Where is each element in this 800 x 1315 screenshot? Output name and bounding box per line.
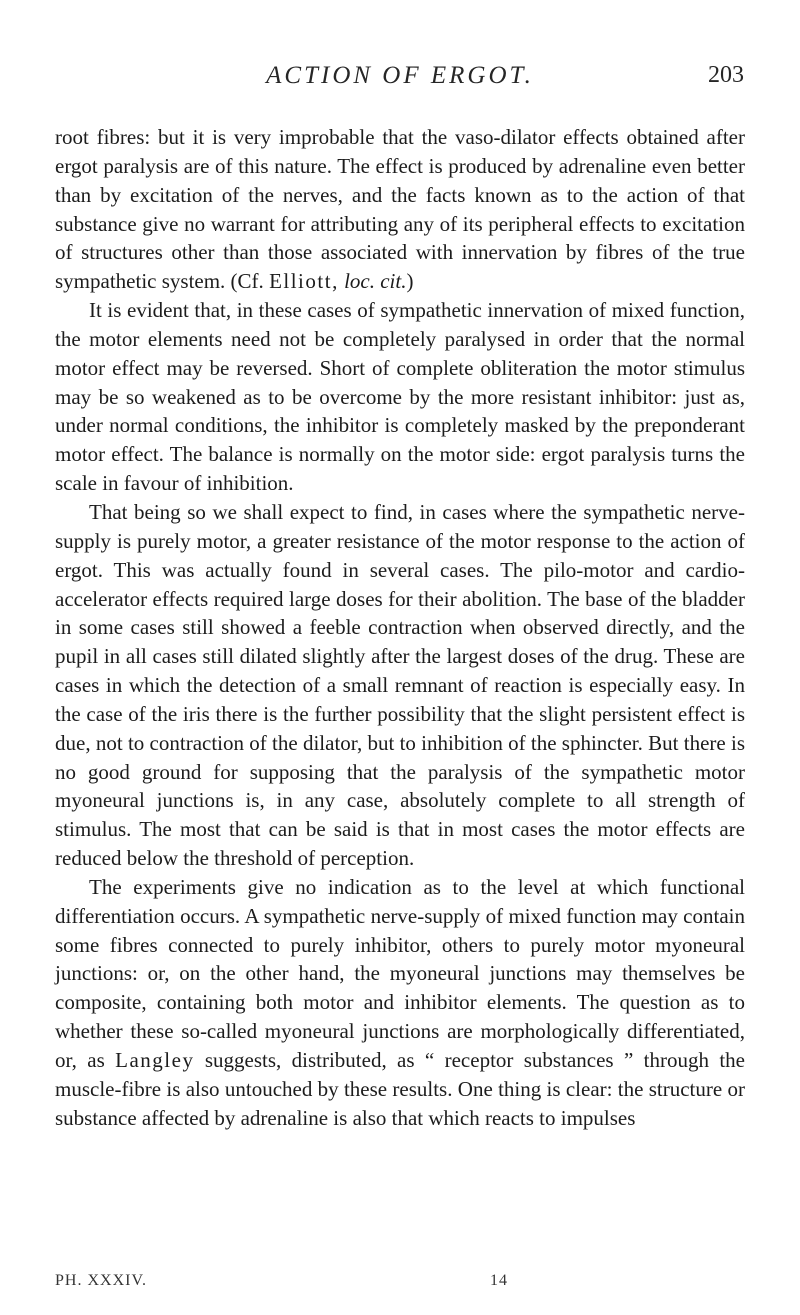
paragraph-text: ) xyxy=(406,269,414,294)
body-text xyxy=(55,123,745,1133)
signature-line xyxy=(0,1272,800,1296)
paragraph-text: root fibres: but it is very improbable that the vaso-dilator effects obtained after ergot paralysis are of this nature. The effect is produced by adrenaline even better than by excitation of the nerves, and the facts known as to the action of that substance give no warrant for attributing any of its peripheral effects to excitation of structures other than those associated with innervation by fibres of the true sympathetic system. (Cf. xyxy=(55,125,745,294)
signature-mark: PH. XXXIV. xyxy=(55,1272,147,1289)
paragraph-text: The experiments give no indication as to the level at which functional differentiation occurs. A sympathetic nerve-supply of mixed function may contain some fibres connected to purely inhibitor, others to purely motor myoneural junctions: or, on the other hand, the myoneural junctions may themselves be composite, containing both motor and inhibitor elements. The question as to whether these so-called myoneural junctions are morphologically differentiated, or, as xyxy=(55,874,745,1072)
author-name: Elliott, xyxy=(269,269,339,294)
page-number: 203 xyxy=(708,62,744,88)
paragraph: It is evident that, in these cases of sympathetic innervation of mixed function, the motor elements need not be completely paralysed in order that the normal motor effect may be reversed. Short of complete obliteration the motor stimulus may be so weakened as to be overcome by the more resistant inhibitor: just as, under normal conditions, the inhibitor is completely masked by the preponderant motor effect. The balance is normally on the motor side: ergot paralysis turns the scale in favour of inhibition. xyxy=(55,298,745,496)
paragraph: That being so we shall expect to find, in cases where the sympathetic nerve-supply is purely motor, a greater resistance of the motor response to the action of ergot. This was actually found in several cases. The pilo-motor and cardio-accelerator effects required large doses for their abolition. The base of the bladder in some cases still showed a feeble contraction when observed directly, and the pupil in all cases still dilated slightly after the largest doses of the drug. These are cases in which the detection of a small remnant of reaction is especially easy. In the case of the iris there is the further possibility that the slight persistent effect is due, not to contraction of the dilator, but to inhibition of the sphincter. But there is no good ground for supposing that the paralysis of the sympathetic motor myoneural junctions is, in any case, absolutely complete to all strength of stimulus. The most that can be said is that in most cases the motor effects are reduced below the threshold of perception. xyxy=(55,499,745,871)
citation: loc. cit. xyxy=(344,269,407,294)
paragraph-text: suggests, distributed, as “ receptor substances ” through the muscle-fibre is also untouched by these results. One thing is clear: the structure or substance affected by adrenaline is also that which reacts to impulses xyxy=(55,1048,745,1130)
running-head xyxy=(0,62,800,102)
author-name: Langley xyxy=(115,1048,195,1072)
paragraph xyxy=(55,873,745,1133)
paragraph-continued xyxy=(55,123,745,296)
running-title: ACTION OF ERGOT. xyxy=(266,62,534,89)
sheet-number: 14 xyxy=(490,1272,508,1289)
